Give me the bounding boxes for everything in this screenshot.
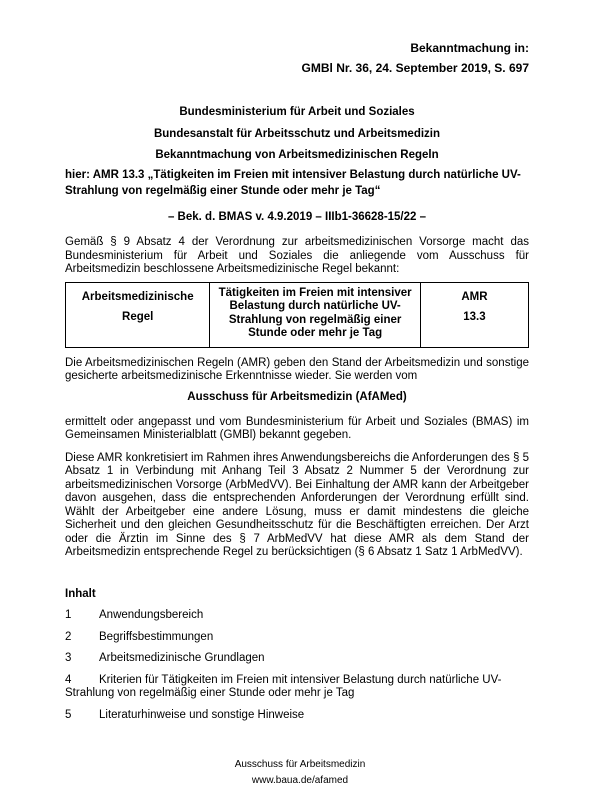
amr-rule-table (65, 282, 529, 348)
amr-standing-paragraph-1: Die Arbeitsmedizinischen Regeln (AMR) geben den Stand der Arbeitsmedizin und sonstige gesicherte arbeitsmedizinische Erkenntnisse wieder. Sie werden vom (65, 356, 529, 382)
toc-item-label: Anwendungsbereich (99, 609, 204, 621)
subject-line: hier: AMR 13.3 „Tätigkeiten im Freien mit intensiver Belastung durch natürliche UV-Strahlung von regelmäßig einer Stunde oder mehr je Tag“ (65, 168, 521, 197)
footer-committee: Ausschuss für Arbeitsmedizin (234, 759, 366, 770)
footer-url-link[interactable]: www.baua.de/afamed (251, 775, 349, 786)
table-row (66, 282, 529, 347)
publication-header (65, 0, 529, 78)
toc-item-number: 5 (65, 708, 72, 721)
toc-item-label: Arbeitsmedizinische Grundlagen (99, 652, 265, 664)
publication-label: Bekanntmachung in: (410, 41, 529, 55)
toc-item-number: 3 (65, 652, 72, 664)
toc-item-1 (65, 609, 529, 623)
rule-type-cell: Arbeitsmedizinische Regel (66, 282, 210, 347)
toc-item-label: Kriterien für Tätigkeiten im Freien mit intensiver Belastung durch natürliche UV-Strahlung von regelmäßig einer Stunde oder mehr je Tag (65, 673, 502, 699)
amr-standing-paragraph-2: ermittelt oder angepasst und vom Bundesministerium für Arbeit und Soziales (BMAS) im Gemeinsamen Ministerialblatt (GMBl) bekannt gegeben. (65, 415, 529, 441)
ministry-name: Bundesministerium für Arbeit und Soziales (179, 106, 415, 118)
gazette-reference: GMBl Nr. 36, 24. September 2019, S. 697 (301, 61, 529, 75)
rule-title-cell: Tätigkeiten im Freien mit intensiver Belastung durch natürliche UV-Strahlung von regelmäßig einer Stunde oder mehr je Tag (210, 282, 421, 347)
toc-item-4 (65, 674, 529, 701)
toc-item-label: Literaturhinweise und sonstige Hinweise (99, 708, 305, 721)
toc-heading: Inhalt (65, 587, 96, 600)
rule-code-label: AMR (461, 290, 488, 303)
rule-code-cell (420, 282, 528, 347)
issuer-headings (65, 102, 529, 167)
toc-item-number: 2 (65, 630, 72, 643)
agency-name: Bundesanstalt für Arbeitsschutz und Arbeitsmedizin (153, 127, 441, 140)
toc-item-number: 4 (65, 673, 72, 686)
reference-line: – Bek. d. BMAS v. 4.9.2019 – IIIb1-36628-15/22 – (167, 211, 427, 223)
announcement-title: Bekanntmachung von Arbeitsmedizinischen Regeln (155, 149, 439, 161)
page-footer (0, 757, 600, 789)
committee-heading: Ausschuss für Arbeitsmedizin (AfAMed) (187, 390, 407, 403)
toc-item-2 (65, 631, 529, 645)
toc-item-label: Begriffsbestimmungen (99, 630, 214, 643)
toc-item-5 (65, 709, 529, 723)
rule-code-number: 13.3 (463, 310, 486, 323)
toc-item-3 (65, 652, 529, 666)
concretization-paragraph: Diese AMR konkretisiert im Rahmen ihres Anwendungsbereichs die Anforderungen des § 5 Absatz 1 in Verbindung mit Anhang Teil 3 Absatz 2 Nummer 5 der Verordnung zur arbeitsmedizinischen Vorsorge (ArbMedVV). Bei Einhaltung der AMR kann der Arbeitgeber davon ausgehen, dass die entsprechenden Anforderungen der Verordnung erfüllt sind. Wählt der Arbeitgeber eine andere Lösung, muss er damit mindestens die gleiche Sicherheit und den gleichen Gesundheitsschutz für die Beschäftigten erreichen. Der Arzt oder die Ärztin im Sinne des § 7 ArbMedVV hat diese AMR als dem Stand der Arbeitsmedizin entsprechende Regel zu berücksichtigen (§ 6 Absatz 1 Satz 1 ArbMedVV). (65, 451, 529, 558)
toc-item-number: 1 (65, 609, 72, 621)
intro-paragraph: Gemäß § 9 Absatz 4 der Verordnung zur arbeitsmedizinischen Vorsorge macht das Bundesministerium für Arbeit und Soziales die anliegende vom Ausschuss für Arbeitsmedizin beschlossene Arbeitsmedizinische Regel bekannt: (65, 236, 529, 275)
document-content (65, 0, 529, 722)
